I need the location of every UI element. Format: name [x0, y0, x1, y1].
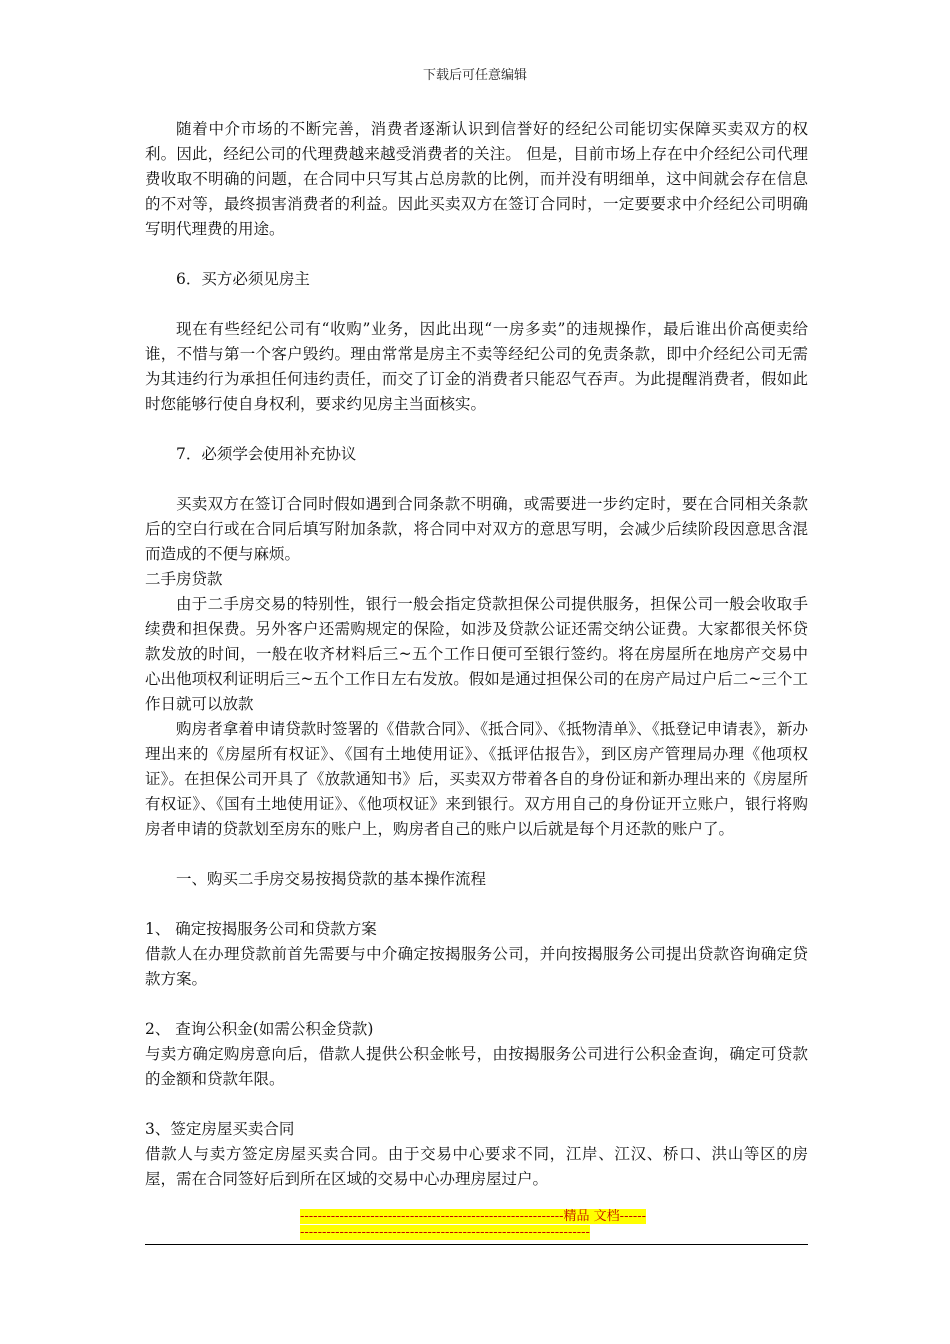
step-3-title: 3、签定房屋买卖合同 [145, 1120, 295, 1138]
paragraph-loan-guarantee: 由于二手房交易的特别性，银行一般会指定贷款担保公司提供服务，担保公司一般会收取手续费和担保费。另外客户还需购规定的保险，如涉及贷款公证还需交纳公证费。大家都很关怀贷款发放的时间，一般在收齐材料后三~五个工作日便可至银行签约。将在房屋所在地房产交易中心出他项权利证明后三~五个工作日左右发放。假如是通过担保公司的在房产局过户后二~三个工作日就可以放款 [145, 595, 808, 713]
paragraph-meet-owner: 现在有些经纪公司有“收购”业务，因此出现“一房多卖”的违规操作，最后谁出价高便卖给谁，不惜与第一个客户毁约。理由常常是房主不卖等经纪公司的免责条款，即中介经纪公司无需为其违约行为承担任何违约责任，而交了订金的消费者只能忍气吞声。为此提醒消费者，假如此时您能够行使自身权利，要求约见房主当面核实。 [145, 320, 808, 413]
page-header: 下载后可任意编辑 [422, 68, 527, 83]
section-heading-loan: 二手房贷款 [145, 570, 223, 588]
footer-watermark [300, 1209, 650, 1241]
step-1-body: 借款人在办理贷款前首先需要与中介确定按揭服务公司，并向按揭服务公司提出贷款咨询确定贷款方案。 [145, 945, 808, 988]
section-heading-7: 7．必须学会使用补充协议 [176, 445, 357, 463]
section-heading-flow: 一、购买二手房交易按揭贷款的基本操作流程 [176, 870, 487, 888]
footer-rule [145, 1244, 808, 1245]
step-1-title: 1、 确定按揭服务公司和贷款方案 [145, 920, 377, 938]
step-2-title: 2、 查询公积金(如需公积金贷款) [145, 1020, 374, 1038]
paragraph-agency-fee: 随着中介市场的不断完善，消费者逐渐认识到信誉好的经纪公司能切实保障买卖双方的权利。因此，经纪公司的代理费越来越受消费者的关注。 但是，目前市场上存在中介经纪公司代理费收取不明确的问题，在合同中只写其占总房款的比例，而并没有明细单，这中间就会存在信息的不对等，最终损害消费者的利益。因此买卖双方在签订合同时，一定要要求中介经纪公司明确写明代理费的用途。 [145, 120, 808, 238]
step-2-body: 与卖方确定购房意向后，借款人提供公积金帐号，由按揭服务公司进行公积金查询，确定可贷款的金额和贷款年限。 [145, 1045, 808, 1088]
step-3-body: 借款人与卖方签定房屋买卖合同。由于交易中心要求不同，江岸、江汉、桥口、洪山等区的房屋，需在合同签好后到所在区域的交易中心办理房屋过户。 [145, 1145, 808, 1188]
footer-watermark-text: ------------------------------------------------------------精品 文档------------------------------------------------------------------------ [300, 1209, 647, 1240]
paragraph-loan-documents: 购房者拿着申请贷款时签署的《借款合同》、《抵合同》、《抵物清单》、《抵登记申请表》，新办理出来的《房屋所有权证》、《国有土地使用证》、《抵评估报告》，到区房产管理局办理《他项权证》。在担保公司开具了《放款通知书》后，买卖双方带着各自的身份证和新办理出来的《房屋所有权证》、《国有土地使用证》、《他项权证》来到银行。双方用自己的身份证开立账户，银行将购房者申请的贷款划至房东的账户上，购房者自己的账户以后就是每个月还款的账户了。 [145, 720, 808, 838]
document-body [145, 117, 808, 1192]
section-heading-6: 6．买方必须见房主 [176, 270, 310, 288]
paragraph-supplementary-agreement: 买卖双方在签订合同时假如遇到合同条款不明确，或需要进一步约定时，要在合同相关条款后的空白行或在合同后填写附加条款，将合同中对双方的意思写明，会减少后续阶段因意思含混而造成的不便与麻烦。 [145, 495, 808, 563]
